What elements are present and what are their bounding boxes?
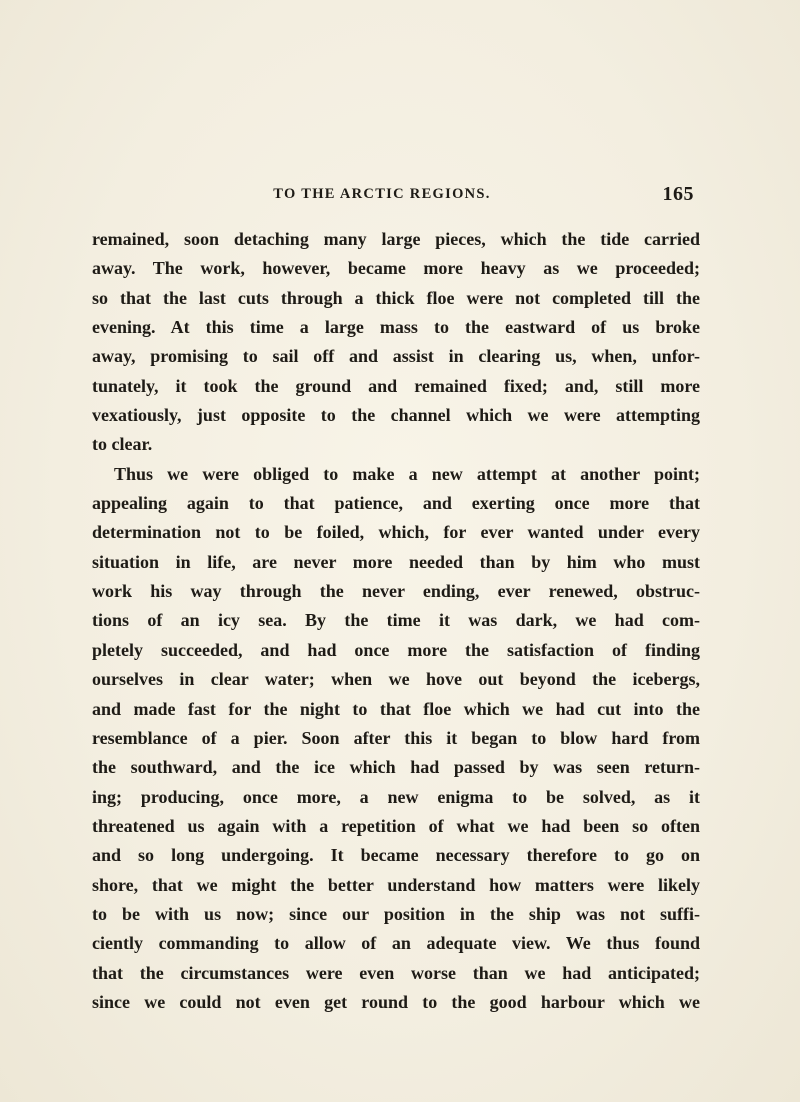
- text-line: so that the last cuts through a thick floe were not completed till the: [92, 287, 700, 308]
- text-line: and made fast for the night to that floe which we had cut into the: [92, 698, 700, 719]
- text-line: threatened us again with a repetition of what we had been so often: [92, 815, 700, 836]
- text-line: remained, soon detaching many large pieces, which the tide carried: [92, 229, 700, 249]
- text-line: since we could not even get round to the good harbour which we: [92, 991, 700, 1012]
- text-line: situation in life, are never more needed than by him who must: [92, 551, 700, 572]
- text-line: shore, that we might the better understand how matters were likely: [92, 874, 700, 895]
- text-line: to clear.: [92, 434, 153, 455]
- text-line: pletely succeeded, and had once more the satisfaction of finding: [92, 639, 700, 660]
- text-line: ciently commanding to allow of an adequate view. We thus found: [92, 933, 700, 954]
- text-line: ourselves in clear water; when we hove out beyond the icebergs,: [92, 669, 700, 690]
- running-header: [92, 183, 700, 210]
- text-line: determination not to be foiled, which, for ever wanted under every: [92, 522, 700, 543]
- text-line: ing; producing, once more, a new enigma to be solved, as it: [92, 786, 700, 807]
- text-line: away, promising to sail off and assist in clearing us, when, unfor-: [92, 346, 700, 367]
- text-line: that the circumstances were even worse than we had anticipated;: [92, 962, 700, 983]
- text-line: to be with us now; since our position in the ship was not suffi-: [92, 903, 700, 924]
- paragraph-start-line: Thus we were obliged to make a new attempt at another point;: [114, 463, 700, 484]
- text-line: vexatiously, just opposite to the channel which we were attempting: [92, 405, 700, 426]
- running-title: TO THE ARCTIC REGIONS.: [273, 186, 491, 202]
- body-text: [92, 225, 700, 1085]
- text-line: tions of an icy sea. By the time it was dark, we had com-: [92, 610, 700, 631]
- text-line: and so long undergoing. It became necessary therefore to go on: [92, 845, 700, 866]
- text-line: evening. At this time a large mass to the eastward of us broke: [92, 317, 700, 338]
- text-line: the southward, and the ice which had passed by was seen return-: [92, 757, 700, 778]
- text-line: tunately, it took the ground and remained fixed; and, still more: [92, 375, 700, 396]
- text-line: away. The work, however, became more heavy as we proceeded;: [92, 258, 700, 279]
- text-line: resemblance of a pier. Soon after this it began to blow hard from: [92, 727, 700, 748]
- text-line: appealing again to that patience, and exerting once more that: [92, 493, 700, 514]
- page-number: 165: [662, 183, 694, 205]
- text-line: work his way through the never ending, ever renewed, obstruc-: [92, 581, 700, 602]
